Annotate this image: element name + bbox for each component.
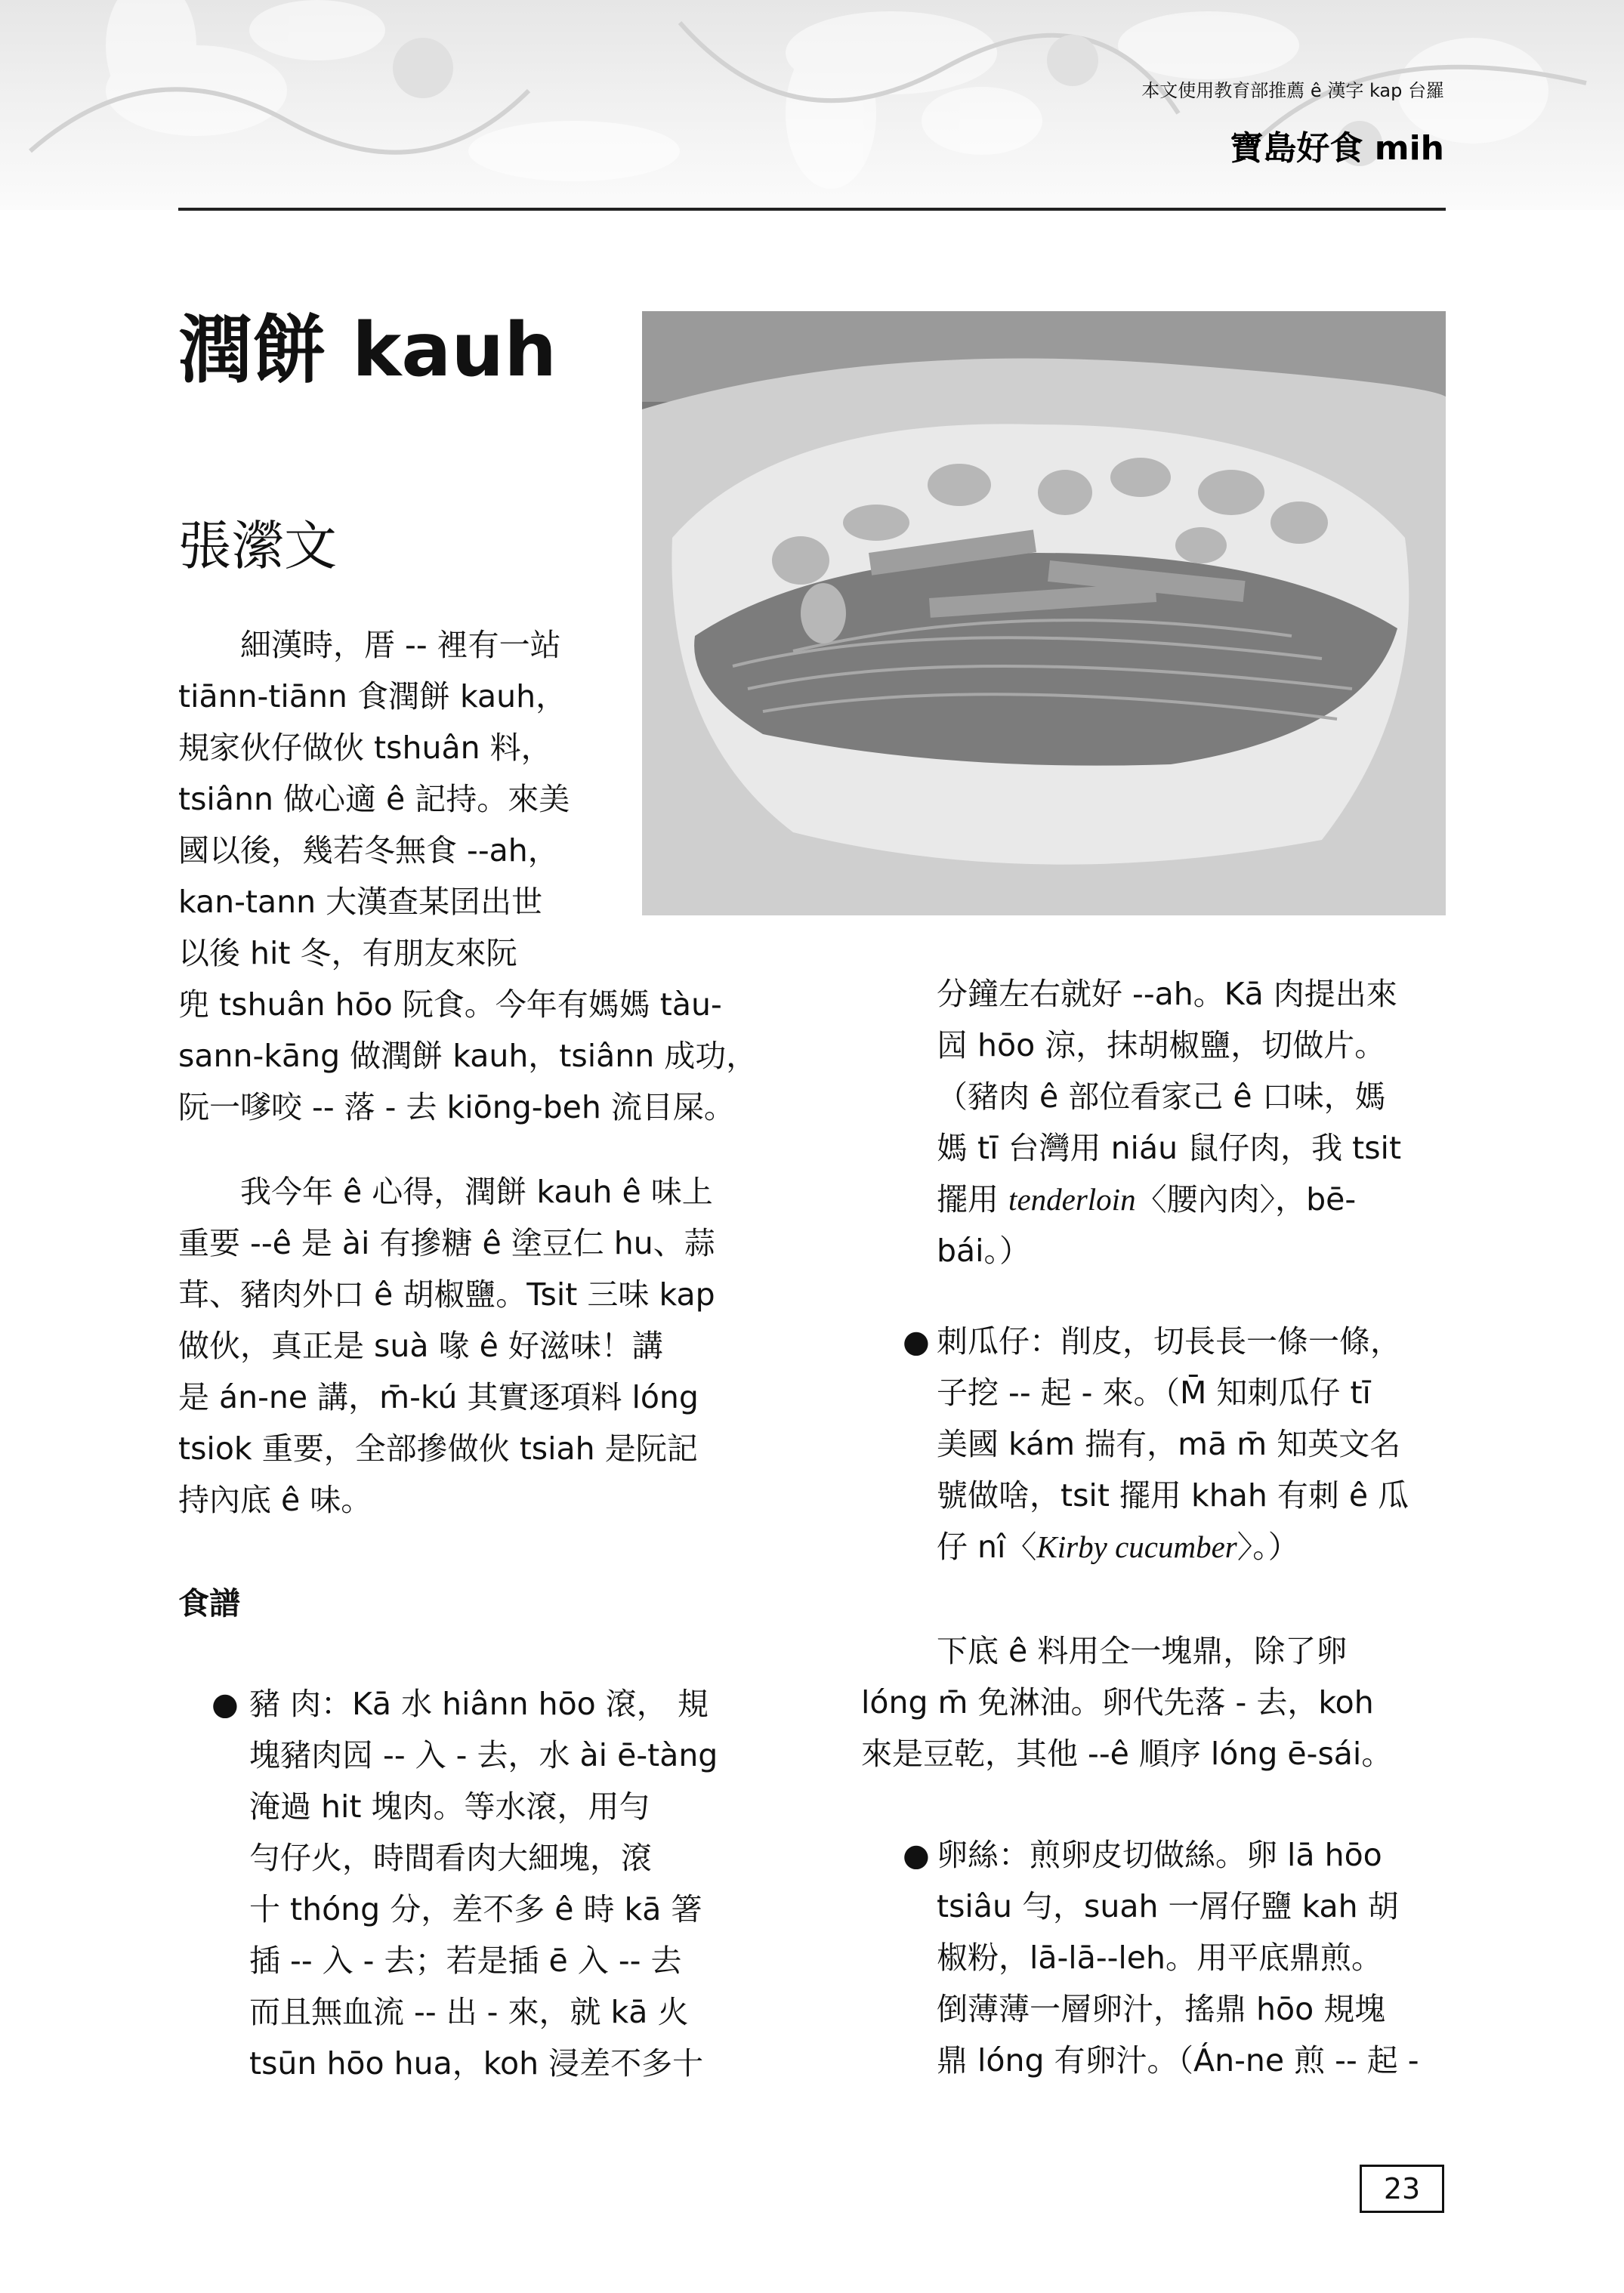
pork-line: 塊豬肉囥 -- 入 - 去，水 ài ē-tàng (249, 1737, 718, 1773)
article-author: 張瀠文 (178, 515, 337, 577)
intro-line: tsiânn 做心適 ê 記持。來美 (178, 781, 570, 817)
intro-line: kan-tann 大漢查某囝出世 (178, 884, 543, 920)
cucumber-line: 號做啥，tsit 擺用 khah 有刺 ê 瓜 (937, 1477, 1409, 1514)
pork-line (937, 1174, 1446, 1225)
egg-line: tsiâu 勻，suah 一屑仔鹽 kah 胡 (937, 1888, 1399, 1924)
para2-line: 是 án-ne 講，m̄-kú 其實逐項料 lóng (178, 1379, 699, 1415)
pork-line: tsūn hōo hua，koh 浸差不多十 (249, 2045, 704, 2082)
intro-line: sann-kāng 做潤餅 kauh，tsiânn 成功， (178, 1038, 758, 1074)
recipe-item-pork (211, 1678, 763, 2101)
recipe-item-cucumber (903, 1316, 1446, 1572)
bullet-icon: ● (903, 1323, 930, 1359)
english-term: tenderloin (1008, 1182, 1136, 1217)
pork-line: 勻仔火，時間看肉大細塊，滾 (249, 1840, 652, 1876)
para3-line: 下底 ê 料用仝一塊鼎，除了卵 (937, 1633, 1348, 1669)
article-title: 潤餅 kauh (178, 307, 557, 393)
egg-line: 卵絲：煎卵皮切做絲。卵 lā hōo (937, 1837, 1382, 1873)
bullet-icon: ● (903, 1837, 930, 1873)
pork-line-text: 〈腰內肉〉，bē- (1135, 1181, 1357, 1217)
header-floral-banner (0, 0, 1624, 210)
pork-line: bái。） (937, 1233, 1031, 1269)
para2-line: 我今年 ê 心得，潤餅 kauh ê 味上 (240, 1174, 713, 1210)
pork-line: （豬肉 ê 部位看家己 ê 口味，媽 (937, 1079, 1386, 1115)
cucumber-line: 子挖 -- 起 - 來。（M̄ 知刺瓜仔 tī (937, 1375, 1371, 1411)
intro-line: 兜 tshuân hōo 阮食。今年有媽媽 tàu- (178, 986, 722, 1023)
pork-line: 豬 肉：Kā 水 hiânn hōo 滾， 規 (249, 1686, 709, 1722)
pork-line: 囥 hōo 涼，抹胡椒鹽，切做片。 (937, 1027, 1386, 1063)
paragraph-3 (861, 1625, 1446, 1779)
paragraph-2 (178, 1166, 760, 1526)
para2-line: 重要 --ê 是 ài 有摻糖 ê 塗豆仁 hu、蒜 (178, 1225, 715, 1261)
floral-pattern-icon (0, 0, 1624, 210)
pork-line-text: 擺用 (937, 1181, 1009, 1217)
intro-paragraph (178, 619, 601, 979)
recipe-item-egg (903, 1829, 1446, 2086)
egg-line: 鼎 lóng 有卵汁。（Án-ne 煎 -- 起 - (937, 2042, 1419, 2079)
english-term: Kirby cucumber (1036, 1529, 1237, 1564)
intro-line: tiānn-tiānn 食潤餅 kauh， (178, 678, 567, 714)
pork-continuation (937, 968, 1446, 1276)
cucumber-line: 美國 kám 揣有，mā m̄ 知英文名 (937, 1426, 1401, 1462)
intro-line: 細漢時，厝 -- 裡有一站 (240, 627, 561, 663)
spring-roll-image-icon (642, 311, 1446, 915)
cucumber-line: 刺瓜仔：削皮，切長長一條一條， (937, 1323, 1401, 1359)
para3-line: lóng m̄ 免淋油。卵代先落 - 去，koh (861, 1684, 1374, 1721)
para2-line: 做伙，真正是 suà 喙 ê 好滋味！講 (178, 1328, 663, 1364)
recipe-heading: 食譜 (178, 1585, 240, 1622)
intro-line: 國以後，幾若冬無食 --ah， (178, 832, 559, 869)
intro-continuation (178, 979, 760, 1133)
pork-line: 而且無血流 -- 出 - 來，就 kā 火 (249, 1994, 689, 2030)
bullet-icon: ● (211, 1686, 239, 1722)
pork-line: 插 -- 入 - 去；若是插 ē 入 -- 去 (249, 1943, 682, 1979)
header-note: 本文使用教育部推薦 ê 漢字 kap 台羅 (1141, 80, 1444, 101)
series-title: 寶島好食 mih (1230, 129, 1444, 168)
pork-line: 分鐘左右就好 --ah。Kā 肉提出來 (937, 976, 1397, 1012)
para2-line: 持內底 ê 味。 (178, 1482, 372, 1518)
pork-line: 媽 tī 台灣用 niáu 鼠仔肉，我 tsit (937, 1130, 1402, 1166)
pork-line: 十 thóng 分，差不多 ê 時 kā 箸 (249, 1891, 702, 1927)
cucumber-line-text: 仔 nî〈 (937, 1529, 1037, 1565)
pork-line: 淹過 hit 塊肉。等水滾，用勻 (249, 1788, 650, 1825)
page-number: 23 (1360, 2165, 1444, 2213)
para2-line: tsiok 重要，全部摻做伙 tsiah 是阮記 (178, 1430, 698, 1467)
intro-line: 阮一嗲咬 -- 落 - 去 kiōng-beh 流目屎。 (178, 1089, 735, 1125)
egg-line: 倒薄薄一層卵汁，搖鼎 hōo 規塊 (937, 1991, 1386, 2027)
header-divider (178, 208, 1446, 211)
cucumber-line-text: 〉。） (1237, 1529, 1299, 1565)
cucumber-line (937, 1521, 1446, 1572)
para3-line: 來是豆乾，其他 --ê 順序 lóng ē-sái。 (861, 1736, 1393, 1772)
egg-line: 椒粉，lā-lā--leh。用平底鼎煎。 (937, 1940, 1383, 1976)
para2-line: 茸、豬肉外口 ê 胡椒鹽。Tsit 三味 kap (178, 1276, 715, 1313)
runbing-photo (642, 311, 1446, 915)
intro-line: 以後 hit 冬，有朋友來阮 (178, 935, 517, 971)
intro-line: 規家伙仔做伙 tshuân 料， (178, 730, 552, 766)
